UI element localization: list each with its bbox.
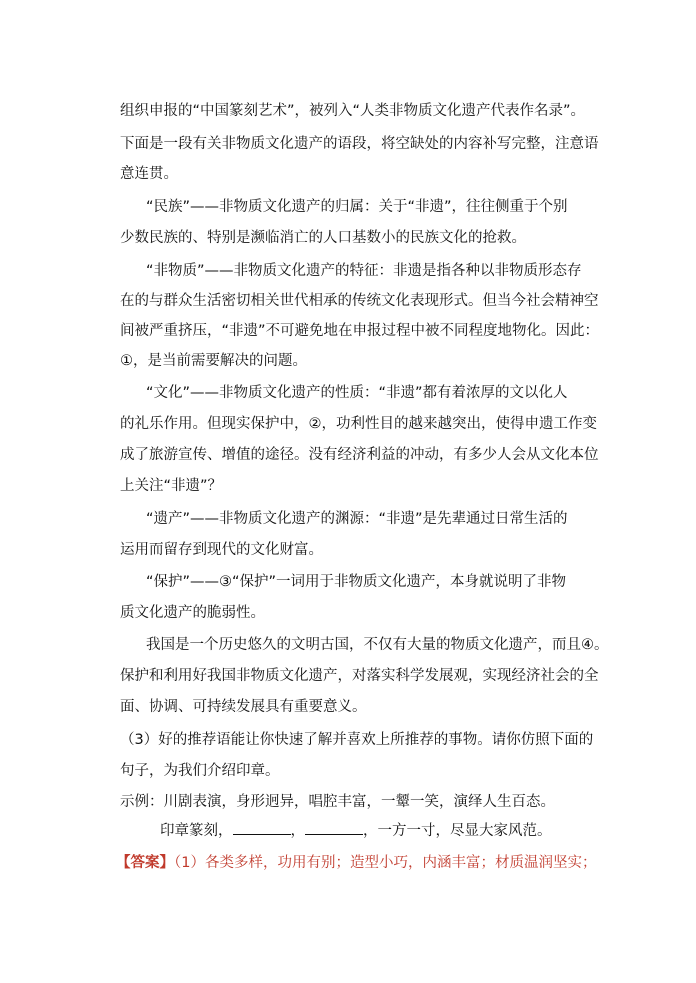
text-line: “遗产”——非物质文化遗产的渊源：“非遗”是先辈通过日常生活的 [146, 511, 568, 527]
text-line: 示例：川剧表演，身形迥异，唱腔丰富，一颦一笑，演绎人生百态。 [120, 794, 555, 810]
text-line: 意连贯。 [120, 166, 178, 182]
blank-line [233, 819, 291, 835]
fill-in-line [160, 818, 552, 844]
text-line: 下面是一段有关非物质文化遗产的语段，将空缺处的内容补写完整，注意语 [120, 136, 599, 152]
text-segment: ， [290, 823, 305, 839]
text-line: “非物质”——非物质文化遗产的特征：非遗是指各种以非物质形态存 [146, 263, 582, 279]
text-line: 质文化遗产的脆弱性。 [120, 605, 265, 621]
text-line: “文化”——非物质文化遗产的性质：“非遗”都有着浓厚的文以化人 [146, 385, 568, 401]
text-line: 句子，为我们介绍印章。 [120, 763, 280, 779]
text-segment: 印章篆刻， [160, 823, 233, 839]
text-line: “民族”——非物质文化遗产的归属：关于“非遗”，往往侧重于个别 [146, 199, 568, 215]
text-line: 少数民族的、特别是濒临消亡的人口基数小的民族文化的抢救。 [120, 230, 526, 246]
text-line: 在的与群众生活密切相关世代相承的传统文化表现形式。但当今社会精神空 [120, 293, 599, 309]
text-line: 保护和利用好我国非物质文化遗产，对落实科学发展观，实现经济社会的全 [120, 668, 599, 684]
text-line: 运用而留存到现代的文化财富。 [120, 542, 323, 558]
text-line: 间被严重挤压，“非遗”不可避免地在申报过程中被不同程度地物化。因此： [120, 323, 600, 339]
answer-line [116, 850, 596, 876]
text-line: 组织申报的“中国篆刻艺术”，被列入“人类非物质文化遗产代表作名录”。 [120, 103, 586, 119]
text-segment: ，一方一寸，尽显大家风范。 [363, 823, 552, 839]
text-line: 我国是一个历史悠久的文明古国，不仅有大量的物质文化遗产，而且④。 [146, 637, 609, 653]
text-line: ①，是当前需要解决的问题。 [120, 353, 307, 369]
text-line: （3）好的推荐语能让你快速了解并喜欢上所推荐的事物。请你仿照下面的 [120, 732, 594, 748]
text-line: “保护”——③“保护”一词用于非物质文化遗产，本身就说明了非物 [146, 574, 567, 590]
text-line: 的礼乐作用。但现实保护中，②，功利性目的越来越突出，使得申遗工作变 [120, 416, 597, 432]
text-line: 面、协调、可持续发展具有重要意义。 [120, 699, 367, 715]
answer-label: 【答案】 [116, 855, 174, 871]
blank-line [305, 819, 363, 835]
answer-text: （1）各类多样，功用有别；造型小巧，内涵丰富；材质温润坚实； [174, 855, 597, 871]
text-line: 上关注“非遗”？ [120, 478, 223, 494]
text-line: 成了旅游宣传、增值的途径。没有经济利益的冲动，有多少人会从文化本位 [120, 447, 599, 463]
